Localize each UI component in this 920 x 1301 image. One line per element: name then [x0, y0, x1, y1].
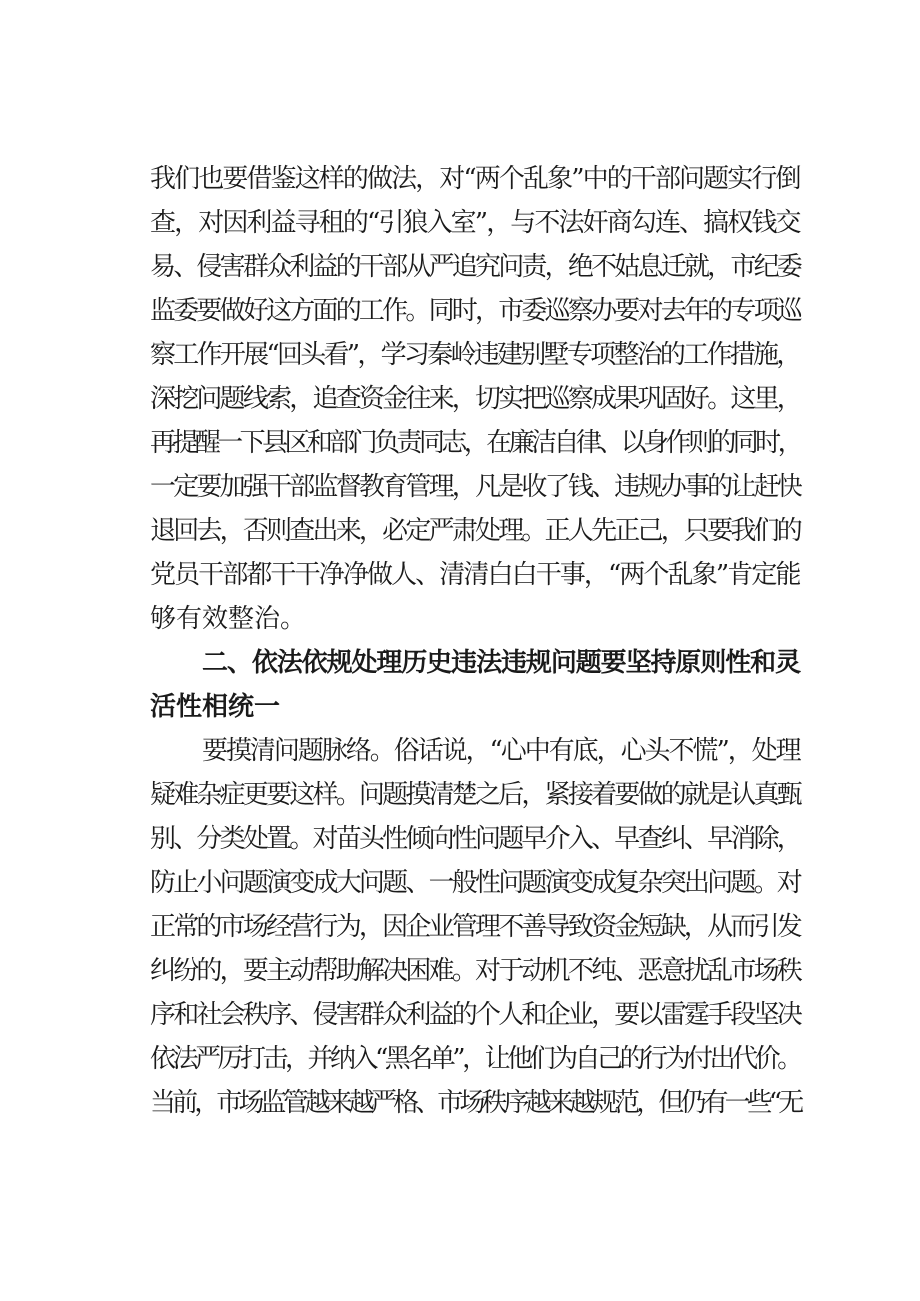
- text-line: 我们也要借鉴这样的做法，对“两个乱象”中的干部问题实行倒: [150, 164, 800, 194]
- text-line: 疑难杂症更要这样。问题摸清楚之后，紧接着要做的就是认真甄: [150, 780, 801, 810]
- text-line: 序和社会秩序、侵害群众利益的个人和企业，要以雷霆手段坚决: [150, 1000, 801, 1030]
- text-line: 防止小问题演变成大问题、一般性问题演变成复杂突出问题。对: [150, 868, 801, 898]
- text-line: 察工作开展“回头看”，学习秦岭违建别墅专项整治的工作措施，: [150, 340, 800, 370]
- text-line: 一定要加强干部监督教育管理，凡是收了钱、违规办事的让赶快: [150, 472, 801, 502]
- text-line: 纠纷的，要主动帮助解决困难。对于动机不纯、恶意扰乱市场秩: [150, 956, 801, 986]
- text-line: 查，对因利益寻租的“引狼入室”，与不法奸商勾连、搞权钱交: [150, 208, 800, 238]
- text-line: 当前，市场监管越来越严格、市场秩序越来越规范，但仍有一些“无: [150, 1088, 801, 1118]
- section-heading-line-2: 活性相统一: [150, 692, 281, 722]
- text-line: 要摸清问题脉络。俗话说，“心中有底，心头不慌”，处理: [202, 736, 800, 766]
- text-line: 监委要做好这方面的工作。同时，市委巡察办要对去年的专项巡: [150, 296, 801, 326]
- text-line: 正常的市场经营行为，因企业管理不善导致资金短缺，从而引发: [150, 912, 801, 942]
- text-line: 再提醒一下县区和部门负责同志，在廉洁自律、以身作则的同时，: [150, 428, 801, 458]
- section-heading-line-1: 二、依法依规处理历史违法违规问题要坚持原则性和灵: [202, 648, 801, 678]
- text-line: 党员干部都干干净净做人、清清白白干事，“两个乱象”肯定能: [150, 560, 800, 590]
- text-line: 深挖问题线索，追查资金往来，切实把巡察成果巩固好。这里，: [150, 384, 801, 414]
- text-line: 依法严厉打击，并纳入“黑名单”，让他们为自己的行为付出代价。: [150, 1044, 800, 1074]
- text-line: 退回去，否则查出来，必定严肃处理。正人先正己，只要我们的: [150, 516, 801, 546]
- text-line: 别、分类处置。对苗头性倾向性问题早介入、早查纠、早消除，: [150, 824, 801, 854]
- text-line: 易、侵害群众利益的干部从严追究问责，绝不姑息迁就，市纪委: [150, 252, 801, 282]
- text-line: 够有效整治。: [150, 604, 307, 634]
